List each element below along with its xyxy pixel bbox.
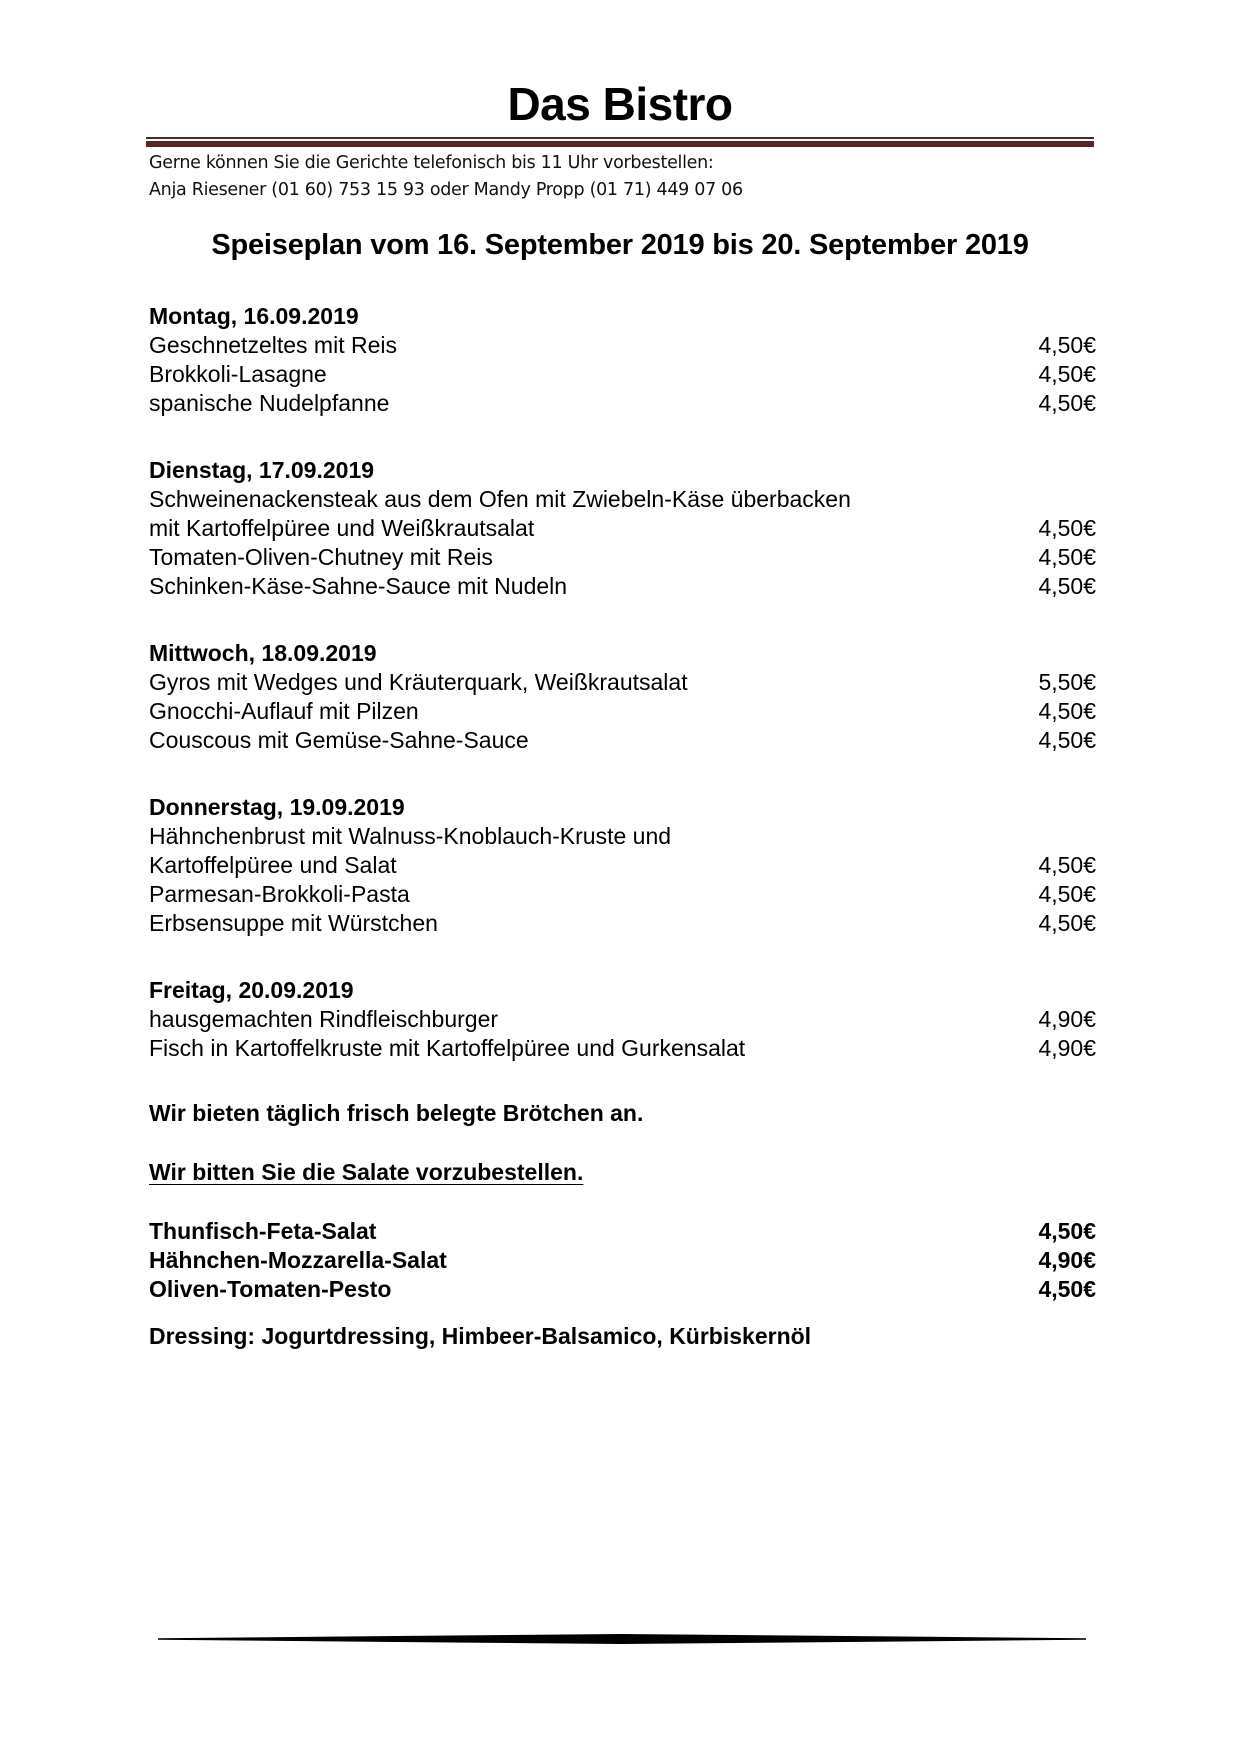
salad-item-price: 4,90€	[1038, 1247, 1096, 1273]
menu-item	[149, 543, 1096, 572]
contact-line-preorder: Gerne können Sie die Gerichte telefonisch bis 11 Uhr vorbestellen:	[149, 153, 714, 173]
menu-item-name: Gyros mit Wedges und Kräuterquark, Weißkrautsalat	[149, 669, 688, 695]
menu-item	[149, 1034, 1096, 1063]
menu-item	[149, 485, 1096, 514]
day-heading: Donnerstag, 19.09.2019	[149, 794, 405, 820]
header-divider-thin-line	[146, 137, 1094, 139]
day-section-wednesday	[149, 639, 1096, 755]
menu-item-name: Brokkoli-Lasagne	[149, 361, 327, 387]
menu-item-price: 4,50€	[1038, 390, 1096, 416]
menu-item-price: 5,50€	[1038, 669, 1096, 695]
day-section-tuesday	[149, 456, 1096, 601]
salad-item-name: Thunfisch-Feta-Salat	[149, 1218, 377, 1244]
menu-item-price: 4,50€	[1038, 698, 1096, 724]
salad-item-price: 4,50€	[1038, 1218, 1096, 1244]
menu-item	[149, 389, 1096, 418]
menu-item-name: spanische Nudelpfanne	[149, 390, 390, 416]
menu-item	[149, 1005, 1096, 1034]
menu-item-name: Erbsensuppe mit Würstchen	[149, 910, 438, 936]
dressing-options: Dressing: Jogurtdressing, Himbeer-Balsamico, Kürbiskernöl	[149, 1323, 812, 1349]
salad-preorder-notice: Wir bitten Sie die Salate vorzubestellen.	[149, 1159, 584, 1185]
day-section-monday	[149, 302, 1096, 418]
menu-item-name: mit Kartoffelpüree und Weißkrautsalat	[149, 515, 535, 541]
day-heading: Mittwoch, 18.09.2019	[149, 640, 377, 666]
rolls-notice: Wir bieten täglich frisch belegte Brötchen an.	[149, 1100, 644, 1126]
salad-item	[149, 1246, 1096, 1275]
menu-plan-title: Speiseplan vom 16. September 2019 bis 20. September 2019	[211, 229, 1029, 261]
menu-item-name: Gnocchi-Auflauf mit Pilzen	[149, 698, 419, 724]
menu-item-price: 4,90€	[1038, 1006, 1096, 1032]
menu-item	[149, 726, 1096, 755]
weekly-menu	[149, 302, 1096, 1351]
menu-item-name: Parmesan-Brokkoli-Pasta	[149, 881, 410, 907]
day-heading: Dienstag, 17.09.2019	[149, 457, 375, 483]
menu-item-price: 4,50€	[1038, 852, 1096, 878]
menu-item	[149, 909, 1096, 938]
page-title: Das Bistro	[507, 78, 733, 130]
menu-item-price: 4,50€	[1038, 332, 1096, 358]
menu-item-name: Geschnetzeltes mit Reis	[149, 332, 397, 358]
menu-item-price: 4,50€	[1038, 727, 1096, 753]
menu-item-price: 4,90€	[1038, 1035, 1096, 1061]
day-heading: Freitag, 20.09.2019	[149, 977, 354, 1003]
header-divider	[146, 137, 1094, 147]
menu-item	[149, 880, 1096, 909]
salad-item-name: Hähnchen-Mozzarella-Salat	[149, 1247, 447, 1273]
menu-item-price: 4,50€	[1038, 515, 1096, 541]
menu-item	[149, 514, 1096, 543]
contact-info	[149, 150, 743, 204]
footer-swash-divider	[158, 1632, 1086, 1646]
menu-item-name: Fisch in Kartoffelkruste mit Kartoffelpüree und Gurkensalat	[149, 1035, 746, 1061]
salad-item-name: Oliven-Tomaten-Pesto	[149, 1276, 392, 1302]
menu-item-price: 4,50€	[1038, 573, 1096, 599]
menu-item-name: Couscous mit Gemüse-Sahne-Sauce	[149, 727, 529, 753]
contact-line-phones: Anja Riesener (01 60) 753 15 93 oder Mandy Propp (01 71) 449 07 06	[149, 180, 743, 200]
menu-item-name: Schweinenackensteak aus dem Ofen mit Zwiebeln-Käse überbacken	[149, 486, 851, 512]
day-section-thursday	[149, 793, 1096, 938]
menu-item-name: Kartoffelpüree und Salat	[149, 852, 397, 878]
day-section-friday	[149, 976, 1096, 1063]
day-heading: Montag, 16.09.2019	[149, 303, 359, 329]
header-divider-thick-line	[146, 141, 1094, 147]
salad-item	[149, 1275, 1096, 1304]
menu-item-name: Hähnchenbrust mit Walnuss-Knoblauch-Kruste und	[149, 823, 672, 849]
menu-item	[149, 851, 1096, 880]
salad-list	[149, 1217, 1096, 1304]
menu-item-name: Tomaten-Oliven-Chutney mit Reis	[149, 544, 493, 570]
menu-item	[149, 668, 1096, 697]
menu-item-name: hausgemachten Rindfleischburger	[149, 1006, 499, 1032]
menu-item-name: Schinken-Käse-Sahne-Sauce mit Nudeln	[149, 573, 568, 599]
menu-item-price: 4,50€	[1038, 881, 1096, 907]
menu-item	[149, 331, 1096, 360]
salad-item	[149, 1217, 1096, 1246]
menu-item	[149, 572, 1096, 601]
menu-item-price: 4,50€	[1038, 361, 1096, 387]
salad-item-price: 4,50€	[1038, 1276, 1096, 1302]
menu-item-price: 4,50€	[1038, 544, 1096, 570]
menu-item	[149, 822, 1096, 851]
menu-item-price: 4,50€	[1038, 910, 1096, 936]
menu-item	[149, 360, 1096, 389]
menu-item	[149, 697, 1096, 726]
